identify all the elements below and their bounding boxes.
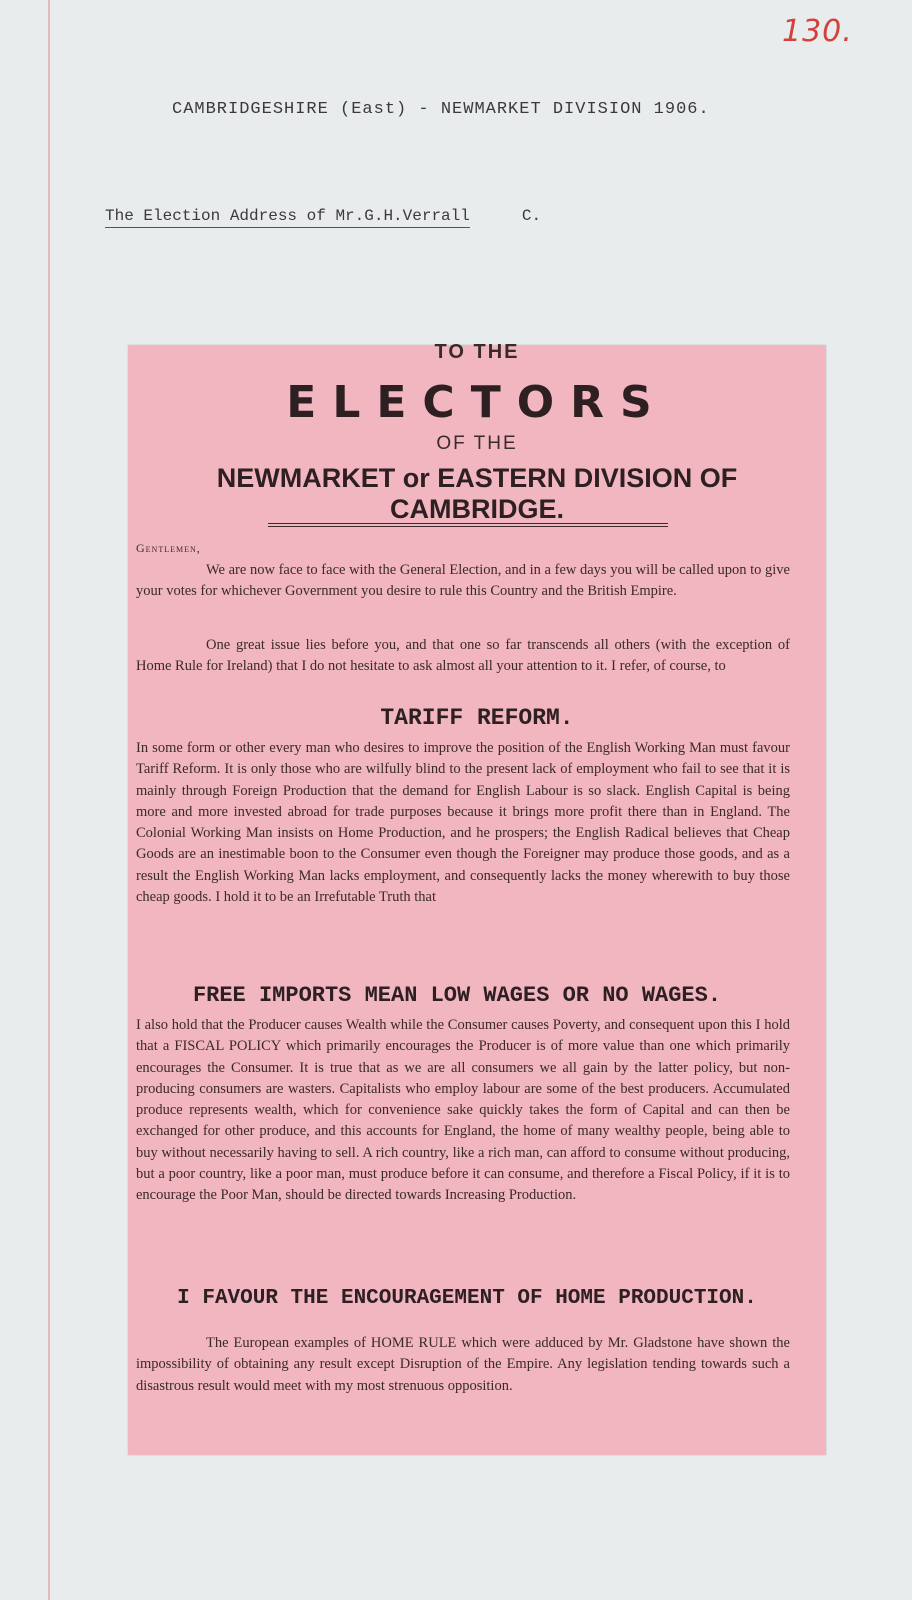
- header-party-class: C.: [521, 207, 542, 225]
- paragraph-5: The European examples of HOME RULE which were adduced by Mr. Gladstone have shown the impossibility of obtaining any result except Disruption of the Empire. Any legislation tending towards such a disastrous result would meet with my most strenuous opposition.: [136, 1335, 790, 1394]
- election-poster: [128, 341, 826, 1455]
- page-number: 130.: [782, 14, 853, 49]
- paragraph-2: One great issue lies before you, and that one so far transcends all others (with the exception of Home Rule for Ireland) that I do not hesitate to ask almost all your attention to it. I refer, of course, to: [136, 637, 790, 675]
- header-address-name: The Election Address of Mr.G.H.Verrall: [105, 207, 470, 228]
- paragraph-3: In some form or other every man who desires to improve the position of the English Working Man must favour Tariff Reform. It is only those who are wilfully blind to the present lack of employment who fail to see that it is mainly through Foreign Production that the demand for English Labour is so slack. English Capital is being more and more invested abroad for trade purposes because it brings more profit there than in England. The Colonial Working Man insists on Home Production, and he prospers; the English Radical believes that Cheap Goods are an inestimable boon to the Consumer even though the Foreigner may produce those goods, and as a result the English Working Man lacks employment, and consequently lacks the money wherewith to buy those cheap goods. I hold it to be an Irrefutable Truth that: [136, 740, 790, 906]
- heading-home-production: I FAVOUR THE ENCOURAGEMENT OF HOME PRODUCTION.: [177, 1287, 757, 1310]
- margin-line: [48, 0, 50, 1600]
- paragraph-1: We are now face to face with the General Election, and in a few days you will be called upon to give your votes for whichever Government you desire to rule this Country and the British Empire.: [136, 562, 790, 600]
- paragraph-4: I also hold that the Producer causes Wealth while the Consumer causes Poverty, and consequent upon this I hold that a FISCAL POLICY which primarily encourages the Producer is of more value than one which primarily encourages the Consumer. It is true that as we are all consumers we all gain by the latter policy, but non-producing consumers are wasters. Capitalists who employ labour are some of the best producers. Accumulated produce represents wealth, which for convenience sake quickly takes the form of Capital and can then be exchanged for other produce, and this accounts for England, the home of many wealthy people, being able to buy without necessarily having to sell. A rich country, like a rich man, can afford to consume without producing, but a poor country, like a poor man, must produce before it can consume, and therefore a Fiscal Policy, if it is to encourage the Poor Man, should be directed towards Increasing Production.: [136, 1017, 790, 1204]
- poster-division: NEWMARKET or EASTERN DIVISION OF CAMBRIDGE.: [216, 463, 738, 524]
- poster-electors: ELECTORS: [286, 377, 668, 428]
- header-constituency: CAMBRIDGESHIRE (East) - NEWMARKET DIVISION 1906.: [172, 100, 710, 119]
- header-address-title: [105, 207, 541, 225]
- salutation: Gentlemen,: [136, 541, 201, 555]
- poster-divider: [268, 523, 668, 527]
- poster-of-the: OF THE: [436, 433, 518, 454]
- poster-to-the: TO THE: [434, 341, 520, 363]
- heading-tariff-reform: TARIFF REFORM.: [380, 705, 574, 731]
- heading-free-imports: FREE IMPORTS MEAN LOW WAGES OR NO WAGES.: [192, 983, 722, 1008]
